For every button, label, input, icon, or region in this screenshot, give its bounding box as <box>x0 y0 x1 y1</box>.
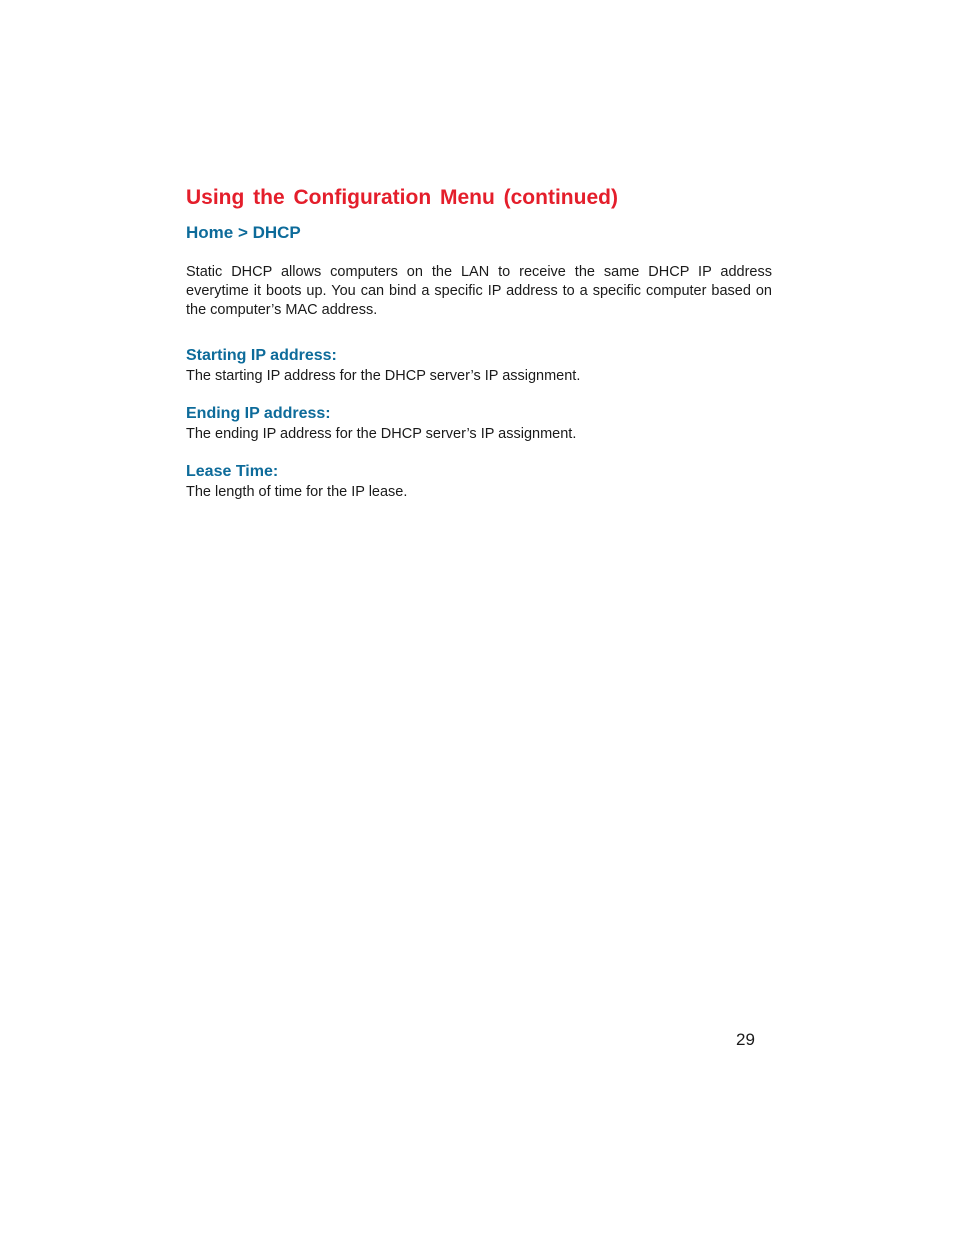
field-lease-time <box>186 462 786 502</box>
intro-paragraph: Static DHCP allows computers on the LAN to receive the same DHCP IP address everytime it boots up. You can bind a specific IP address to a specific computer based on the computer’s MAC address. <box>186 264 772 318</box>
breadcrumb: Home > DHCP <box>186 223 301 242</box>
field-starting-ip <box>186 346 786 386</box>
field-ending-ip <box>186 404 786 444</box>
field-term: Lease Time: <box>186 463 279 480</box>
page-title: Using the Configuration Menu (continued) <box>186 186 618 209</box>
field-term: Ending IP address: <box>186 405 331 422</box>
field-term: Starting IP address: <box>186 347 337 364</box>
page-number: 29 <box>736 1030 755 1049</box>
field-description: The ending IP address for the DHCP server’s IP assignment. <box>186 426 577 442</box>
field-description: The starting IP address for the DHCP server’s IP assignment. <box>186 368 581 384</box>
field-description: The length of time for the IP lease. <box>186 484 408 500</box>
